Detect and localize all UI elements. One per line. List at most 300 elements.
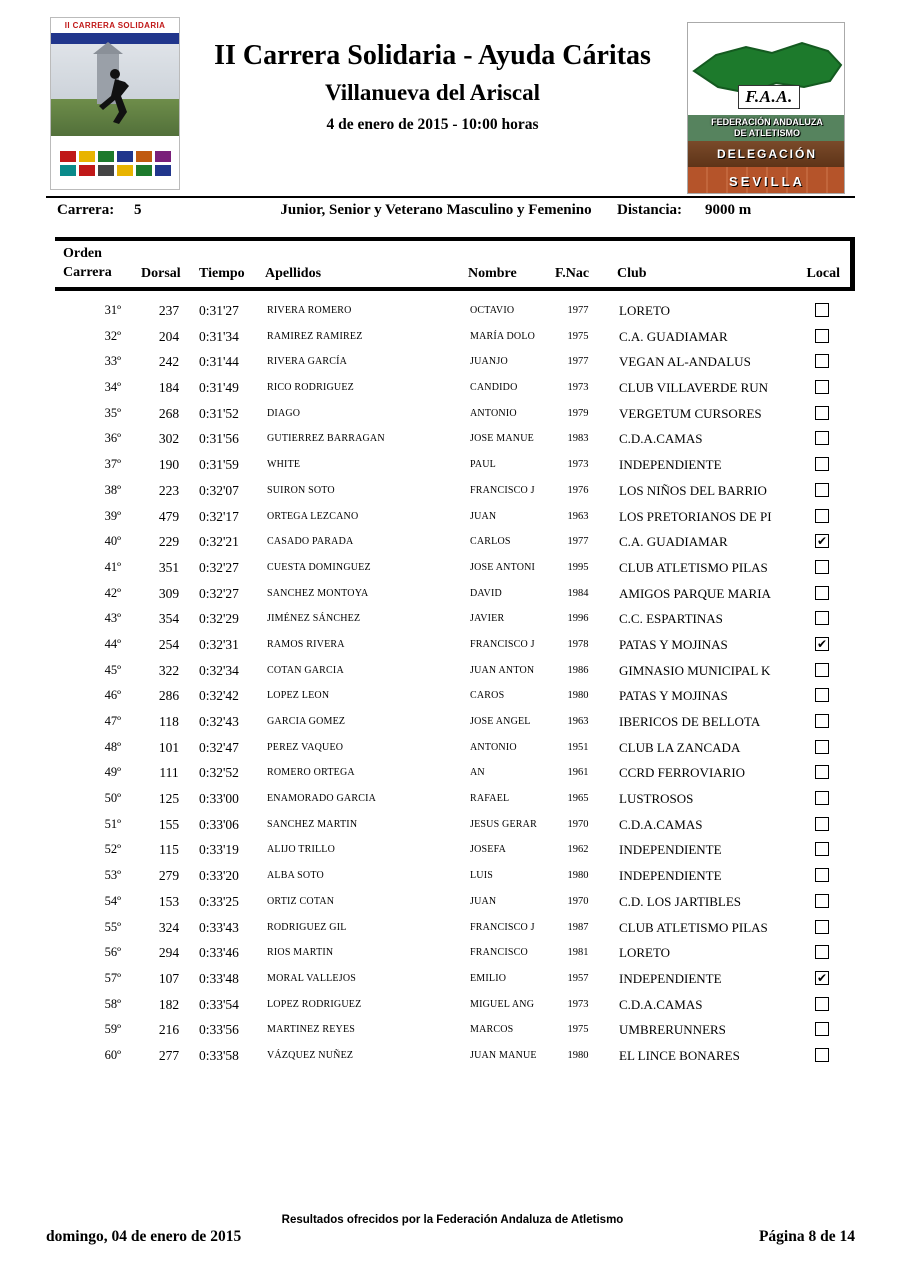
- apellidos-cell: DIAGO: [267, 407, 301, 419]
- table-row: [55, 426, 855, 452]
- local-checkbox: [815, 1022, 829, 1036]
- dorsal-cell: 223: [158, 482, 180, 498]
- dorsal-cell: 309: [158, 585, 180, 601]
- local-checkbox: [815, 611, 829, 625]
- local-checkbox: [815, 868, 829, 882]
- table-row: [55, 658, 855, 684]
- table-row: [55, 812, 855, 838]
- tiempo-cell: 0:33'06: [199, 816, 239, 832]
- table-row: [55, 581, 855, 607]
- club-cell: VERGETUM CURSORES: [619, 405, 762, 421]
- local-checkbox: [815, 509, 829, 523]
- nombre-cell: MARCOS: [470, 1024, 514, 1036]
- dorsal-cell: 294: [158, 945, 180, 961]
- poster-title: II CARRERA SOLIDARIA: [64, 21, 166, 30]
- nombre-cell: JOSE ANTONI: [470, 561, 536, 573]
- nombre-cell: MARÍA DOLO: [470, 330, 536, 342]
- apellidos-cell: SUIRON SOTO: [267, 484, 335, 496]
- nombre-cell: CAROS: [470, 690, 505, 702]
- tiempo-cell: 0:32'21: [199, 534, 239, 550]
- orden-cell: 32º: [104, 328, 121, 343]
- table-row: [55, 683, 855, 709]
- apellidos-cell: SANCHEZ MARTIN: [267, 818, 358, 830]
- club-cell: CCRD FERROVIARIO: [619, 765, 746, 781]
- club-cell: C.C. ESPARTINAS: [619, 611, 723, 627]
- dorsal-cell: 155: [158, 816, 180, 832]
- dorsal-cell: 351: [158, 559, 180, 575]
- col-header-dorsal: Dorsal: [141, 266, 181, 281]
- nombre-cell: FRANCISCO J: [470, 638, 535, 650]
- table-row: [55, 760, 855, 786]
- orden-cell: 41º: [104, 559, 121, 574]
- dorsal-cell: 242: [158, 354, 180, 370]
- fnac-cell: 1978: [567, 638, 589, 650]
- tiempo-cell: 0:32'47: [199, 739, 239, 755]
- nombre-cell: OCTAVIO: [470, 305, 515, 316]
- orden-cell: 51º: [104, 816, 121, 831]
- tiempo-cell: 0:32'07: [199, 482, 239, 498]
- col-header-club: Club: [617, 266, 647, 281]
- orden-cell: 54º: [104, 893, 121, 908]
- table-row: [55, 529, 855, 555]
- fnac-cell: 1973: [567, 998, 589, 1010]
- club-cell: C.D.A.CAMAS: [619, 431, 703, 447]
- table-header-row: [55, 237, 855, 291]
- tiempo-cell: 0:31'34: [199, 328, 239, 344]
- col-header-tiempo: Tiempo: [199, 266, 245, 281]
- dorsal-cell: 279: [158, 868, 180, 884]
- club-cell: INDEPENDIENTE: [619, 842, 722, 858]
- dorsal-cell: 118: [159, 714, 179, 729]
- apellidos-cell: ALIJO TRILLO: [267, 844, 336, 856]
- dorsal-cell: 184: [158, 380, 180, 396]
- dorsal-cell: 302: [158, 431, 180, 447]
- header-divider: [46, 196, 855, 198]
- apellidos-cell: RICO RODRIGUEZ: [267, 382, 354, 394]
- apellidos-cell: WHITE: [267, 459, 301, 471]
- fnac-cell: 1961: [567, 767, 589, 779]
- tiempo-cell: 0:33'00: [199, 791, 239, 807]
- tiempo-cell: 0:31'27: [199, 303, 239, 318]
- club-cell: AMIGOS PARQUE MARIA: [619, 585, 771, 601]
- club-cell: EL LINCE BONARES: [619, 1047, 740, 1063]
- footer-credit: Resultados ofrecidos por la Federación Andaluza de Atletismo: [281, 1214, 624, 1226]
- tiempo-cell: 0:33'25: [199, 893, 239, 909]
- tiempo-cell: 0:33'54: [199, 996, 239, 1012]
- nombre-cell: FRANCISCO J: [470, 484, 535, 496]
- club-cell: INDEPENDIENTE: [619, 970, 722, 986]
- apellidos-cell: RIOS MARTIN: [267, 947, 334, 959]
- local-checkbox: ✔: [816, 534, 828, 549]
- orden-cell: 60º: [104, 1047, 121, 1062]
- local-checkbox: [815, 842, 829, 856]
- local-checkbox: [815, 688, 829, 702]
- fnac-cell: 1984: [567, 587, 589, 599]
- local-checkbox: [815, 560, 829, 574]
- nombre-cell: AN: [470, 767, 485, 779]
- local-checkbox: [815, 406, 829, 420]
- club-cell: LOS PRETORIANOS DE PI: [619, 508, 772, 524]
- apellidos-cell: ENAMORADO GARCIA: [267, 793, 377, 805]
- local-checkbox: [815, 303, 829, 317]
- local-checkbox: [815, 431, 829, 445]
- fnac-cell: 1995: [567, 561, 589, 573]
- tiempo-cell: 0:31'44: [199, 354, 239, 370]
- fnac-cell: 1963: [567, 510, 589, 522]
- nombre-cell: CARLOS: [470, 536, 511, 548]
- apellidos-cell: CUESTA DOMINGUEZ: [267, 561, 371, 573]
- tiempo-cell: 0:33'43: [199, 919, 239, 935]
- fnac-cell: 1951: [567, 741, 589, 753]
- tiempo-cell: 0:33'58: [199, 1047, 239, 1063]
- tiempo-cell: 0:32'43: [199, 714, 239, 729]
- footer-date: domingo, 04 de enero de 2015: [46, 1228, 242, 1245]
- table-row: [55, 555, 855, 581]
- local-checkbox: [815, 920, 829, 934]
- orden-cell: 55º: [104, 919, 121, 934]
- fnac-cell: 1977: [567, 356, 589, 368]
- tiempo-cell: 0:32'17: [199, 508, 239, 524]
- col-header-apellidos: Apellidos: [265, 266, 322, 281]
- apellidos-cell: RODRIGUEZ GIL: [267, 921, 347, 933]
- results-table: [55, 237, 855, 1069]
- table-row: [55, 401, 855, 427]
- nombre-cell: JUANJO: [470, 356, 508, 368]
- fnac-cell: 1963: [567, 716, 589, 727]
- distancia-value: 9000 m: [705, 202, 752, 218]
- fnac-cell: 1980: [567, 870, 589, 882]
- dorsal-cell: 254: [158, 636, 180, 652]
- club-cell: LORETO: [619, 945, 671, 961]
- dorsal-cell: 125: [158, 791, 180, 807]
- fnac-cell: 1977: [567, 536, 589, 548]
- orden-cell: 47º: [104, 714, 121, 728]
- club-cell: CLUB LA ZANCADA: [619, 739, 741, 755]
- page-number: Página 8 de 14: [758, 1228, 855, 1245]
- local-checkbox: [815, 894, 829, 908]
- table-row: [55, 478, 855, 504]
- race-info-bar: [46, 202, 855, 224]
- tiempo-cell: 0:32'27: [199, 559, 239, 575]
- club-cell: C.A. GUADIAMAR: [619, 328, 728, 344]
- dorsal-cell: 101: [158, 739, 180, 755]
- orden-cell: 56º: [104, 945, 121, 960]
- faa-logo: [687, 22, 845, 194]
- nombre-cell: LUIS: [470, 870, 494, 882]
- tiempo-cell: 0:32'29: [199, 611, 239, 627]
- dorsal-cell: 153: [158, 893, 180, 909]
- nombre-cell: FRANCISCO J: [470, 921, 535, 933]
- nombre-cell: EMILIO: [470, 972, 507, 984]
- dorsal-cell: 111: [159, 765, 179, 781]
- table-row: [55, 1043, 855, 1069]
- tiempo-cell: 0:33'19: [199, 842, 239, 858]
- fnac-cell: 1973: [567, 382, 589, 394]
- local-checkbox: [815, 483, 829, 497]
- table-row: [55, 349, 855, 375]
- nombre-cell: JOSE MANUE: [470, 433, 534, 445]
- orden-cell: 35º: [104, 405, 121, 420]
- local-checkbox: [815, 354, 829, 368]
- nombre-cell: ANTONIO: [470, 741, 517, 753]
- dorsal-cell: 115: [159, 842, 179, 858]
- sponsor-logos-strip: [51, 136, 179, 190]
- table-row: [55, 940, 855, 966]
- dorsal-cell: 190: [158, 457, 180, 473]
- table-row: [55, 889, 855, 915]
- fnac-cell: 1957: [567, 972, 589, 984]
- race-category: Junior, Senior y Veterano Masculino y Femenino: [280, 202, 592, 218]
- apellidos-cell: ORTEGA LEZCANO: [267, 510, 359, 522]
- tiempo-cell: 0:33'48: [199, 970, 239, 986]
- tiempo-cell: 0:33'46: [199, 945, 239, 961]
- nombre-cell: JESUS GERAR: [470, 818, 537, 830]
- apellidos-cell: RAMOS RIVERA: [267, 638, 345, 650]
- fnac-cell: 1970: [567, 895, 589, 907]
- dorsal-cell: 354: [158, 611, 180, 627]
- apellidos-cell: MARTINEZ REYES: [267, 1024, 356, 1036]
- apellidos-cell: RIVERA ROMERO: [267, 305, 352, 316]
- tiempo-cell: 0:32'27: [199, 585, 239, 601]
- orden-cell: 43º: [104, 611, 121, 626]
- dorsal-cell: 216: [158, 1022, 180, 1038]
- orden-cell: 50º: [104, 791, 121, 806]
- table-row: [55, 966, 855, 992]
- club-cell: INDEPENDIENTE: [619, 868, 722, 884]
- dorsal-cell: 286: [158, 688, 180, 704]
- fnac-cell: 1970: [567, 818, 589, 830]
- tiempo-cell: 0:32'52: [199, 765, 239, 781]
- nombre-cell: DAVID: [470, 587, 502, 599]
- table-row: [55, 504, 855, 530]
- carrera-label: Carrera:: [57, 202, 115, 218]
- orden-cell: 33º: [104, 354, 121, 369]
- nombre-cell: MIGUEL ANG: [470, 998, 535, 1010]
- local-checkbox: ✔: [816, 970, 828, 985]
- runner-silhouette-icon: [89, 66, 141, 124]
- orden-cell: 57º: [104, 970, 121, 985]
- fnac-cell: 1976: [567, 484, 589, 496]
- table-row: [55, 992, 855, 1018]
- event-poster: [50, 17, 180, 190]
- table-row: [55, 298, 855, 324]
- club-cell: CLUB ATLETISMO PILAS: [619, 919, 768, 935]
- fnac-cell: 1962: [567, 844, 589, 856]
- orden-cell: 45º: [104, 662, 121, 677]
- fnac-cell: 1973: [567, 459, 589, 471]
- dorsal-cell: 182: [158, 996, 180, 1012]
- local-checkbox: [815, 765, 829, 779]
- apellidos-cell: LOPEZ RODRIGUEZ: [267, 998, 362, 1010]
- col-header-fnac: F.Nac: [555, 266, 590, 281]
- local-checkbox: [815, 791, 829, 805]
- apellidos-cell: LOPEZ LEON: [267, 690, 330, 702]
- orden-cell: 39º: [104, 508, 121, 523]
- page-subtitle: Villanueva del Ariscal: [324, 80, 541, 105]
- faa-delegation-text: DELEGACIÓN: [688, 141, 845, 167]
- fnac-cell: 1987: [567, 921, 589, 933]
- apellidos-cell: PEREZ VAQUEO: [267, 741, 344, 753]
- nombre-cell: JUAN: [470, 510, 497, 522]
- club-cell: LUSTROSOS: [619, 791, 694, 807]
- results-rows: [55, 298, 855, 1069]
- tiempo-cell: 0:32'31: [199, 636, 239, 652]
- faa-federation-text: FEDERACIÓN ANDALUZA DE ATLETISMO: [688, 115, 845, 142]
- club-cell: LORETO: [619, 303, 671, 318]
- fnac-cell: 1986: [567, 664, 589, 676]
- tiempo-cell: 0:33'20: [199, 868, 239, 884]
- orden-cell: 53º: [104, 868, 121, 883]
- fnac-cell: 1983: [567, 433, 589, 445]
- orden-cell: 46º: [104, 688, 121, 703]
- table-row: [55, 863, 855, 889]
- fnac-cell: 1980: [567, 690, 589, 702]
- orden-cell: 48º: [104, 739, 121, 754]
- club-cell: C.A. GUADIAMAR: [619, 534, 728, 550]
- tiempo-cell: 0:31'59: [199, 457, 239, 473]
- col-header-local: Local: [806, 266, 840, 281]
- local-checkbox: [815, 663, 829, 677]
- club-cell: PATAS Y MOJINAS: [619, 636, 728, 652]
- dorsal-cell: 204: [158, 328, 180, 344]
- club-cell: INDEPENDIENTE: [619, 457, 722, 473]
- nombre-cell: CANDIDO: [470, 382, 518, 394]
- local-checkbox: [815, 586, 829, 600]
- page-title: II Carrera Solidaria - Ayuda Cáritas: [214, 40, 651, 71]
- local-checkbox: [815, 817, 829, 831]
- table-row: [55, 375, 855, 401]
- dorsal-cell: 229: [158, 534, 180, 550]
- orden-cell: 58º: [104, 996, 121, 1011]
- orden-cell: 52º: [104, 842, 121, 857]
- nombre-cell: JOSE ANGEL: [470, 716, 531, 727]
- local-checkbox: [815, 997, 829, 1011]
- nombre-cell: RAFAEL: [470, 793, 510, 805]
- dorsal-cell: 237: [158, 303, 180, 318]
- dorsal-cell: 268: [158, 405, 180, 421]
- tiempo-cell: 0:31'52: [199, 405, 239, 421]
- table-row: [55, 915, 855, 941]
- orden-cell: 44º: [104, 636, 121, 651]
- fnac-cell: 1981: [567, 947, 589, 959]
- tiempo-cell: 0:33'56: [199, 1022, 239, 1038]
- nombre-cell: JUAN ANTON: [470, 664, 535, 676]
- table-row: [55, 1017, 855, 1043]
- table-row: [55, 837, 855, 863]
- fnac-cell: 1975: [567, 330, 589, 342]
- apellidos-cell: CASADO PARADA: [267, 536, 354, 548]
- local-checkbox: ✔: [816, 636, 828, 651]
- local-checkbox: [815, 457, 829, 471]
- club-cell: GIMNASIO MUNICIPAL K: [619, 662, 771, 678]
- nombre-cell: JUAN: [470, 895, 497, 907]
- apellidos-cell: GARCIA GOMEZ: [267, 716, 346, 727]
- club-cell: C.D. LOS JARTIBLES: [619, 893, 742, 909]
- club-cell: UMBRERUNNERS: [619, 1022, 726, 1038]
- orden-cell: 34º: [104, 380, 121, 395]
- local-checkbox: [815, 740, 829, 754]
- fnac-cell: 1975: [567, 1024, 589, 1036]
- distancia-label: Distancia:: [617, 202, 682, 218]
- col-header-nombre: Nombre: [468, 266, 517, 281]
- fnac-cell: 1979: [567, 407, 589, 419]
- local-checkbox: [815, 1048, 829, 1062]
- club-cell: C.D.A.CAMAS: [619, 996, 703, 1012]
- apellidos-cell: RAMIREZ RAMIREZ: [267, 330, 363, 342]
- nombre-cell: PAUL: [470, 459, 496, 471]
- orden-cell: 49º: [104, 765, 121, 780]
- orden-cell: 36º: [104, 431, 121, 446]
- fnac-cell: 1965: [567, 793, 589, 805]
- event-datetime: 4 de enero de 2015 - 10:00 horas: [326, 116, 539, 133]
- apellidos-cell: VÁZQUEZ NUÑEZ: [267, 1049, 354, 1061]
- nombre-cell: ANTONIO: [470, 407, 517, 419]
- dorsal-cell: 322: [158, 662, 180, 678]
- apellidos-cell: GUTIERREZ BARRAGAN: [267, 433, 385, 445]
- dorsal-cell: 479: [158, 508, 180, 524]
- fnac-cell: 1977: [567, 305, 589, 316]
- dorsal-cell: 107: [158, 970, 180, 986]
- nombre-cell: FRANCISCO: [470, 947, 528, 959]
- tiempo-cell: 0:32'42: [199, 688, 239, 704]
- document-header: [185, 40, 680, 134]
- nombre-cell: JUAN MANUE: [470, 1049, 537, 1061]
- club-cell: LOS NIÑOS DEL BARRIO: [619, 482, 767, 498]
- tiempo-cell: 0:32'34: [199, 662, 239, 678]
- col-header-orden: Orden Carrera: [63, 246, 112, 280]
- local-checkbox: [815, 380, 829, 394]
- nombre-cell: JOSEFA: [470, 844, 507, 856]
- club-cell: VEGAN AL-ANDALUS: [619, 354, 751, 370]
- club-cell: IBERICOS DE BELLOTA: [619, 714, 761, 729]
- club-cell: CLUB VILLAVERDE RUN: [619, 380, 769, 396]
- local-checkbox: [815, 945, 829, 959]
- table-row: [55, 452, 855, 478]
- apellidos-cell: JIMÉNEZ SÁNCHEZ: [267, 613, 361, 625]
- apellidos-cell: ROMERO ORTEGA: [267, 767, 355, 779]
- apellidos-cell: MORAL VALLEJOS: [267, 972, 357, 984]
- faa-city-text: SEVILLA: [688, 167, 845, 194]
- nombre-cell: JAVIER: [470, 613, 505, 625]
- table-row: [55, 606, 855, 632]
- table-row: [55, 786, 855, 812]
- orden-cell: 40º: [104, 534, 121, 549]
- faa-acronym: F.A.A.: [738, 85, 800, 109]
- local-checkbox: [815, 329, 829, 343]
- apellidos-cell: ORTIZ COTAN: [267, 895, 335, 907]
- apellidos-cell: RIVERA GARCÍA: [267, 356, 348, 368]
- poster-photo: [51, 44, 179, 136]
- tiempo-cell: 0:31'56: [199, 431, 239, 447]
- apellidos-cell: SANCHEZ MONTOYA: [267, 587, 369, 599]
- club-cell: C.D.A.CAMAS: [619, 816, 703, 832]
- orden-cell: 31º: [104, 303, 121, 317]
- orden-cell: 59º: [104, 1022, 121, 1037]
- carrera-number: 5: [134, 202, 142, 218]
- orden-cell: 37º: [104, 457, 121, 472]
- dorsal-cell: 277: [158, 1047, 180, 1063]
- table-row: [55, 709, 855, 735]
- dorsal-cell: 324: [158, 919, 180, 935]
- orden-cell: 42º: [104, 585, 121, 600]
- table-row: [55, 632, 855, 658]
- apellidos-cell: COTAN GARCIA: [267, 664, 344, 676]
- apellidos-cell: ALBA SOTO: [267, 870, 324, 882]
- local-checkbox: [815, 714, 829, 728]
- table-row: [55, 324, 855, 350]
- club-cell: CLUB ATLETISMO PILAS: [619, 559, 768, 575]
- orden-cell: 38º: [104, 482, 121, 497]
